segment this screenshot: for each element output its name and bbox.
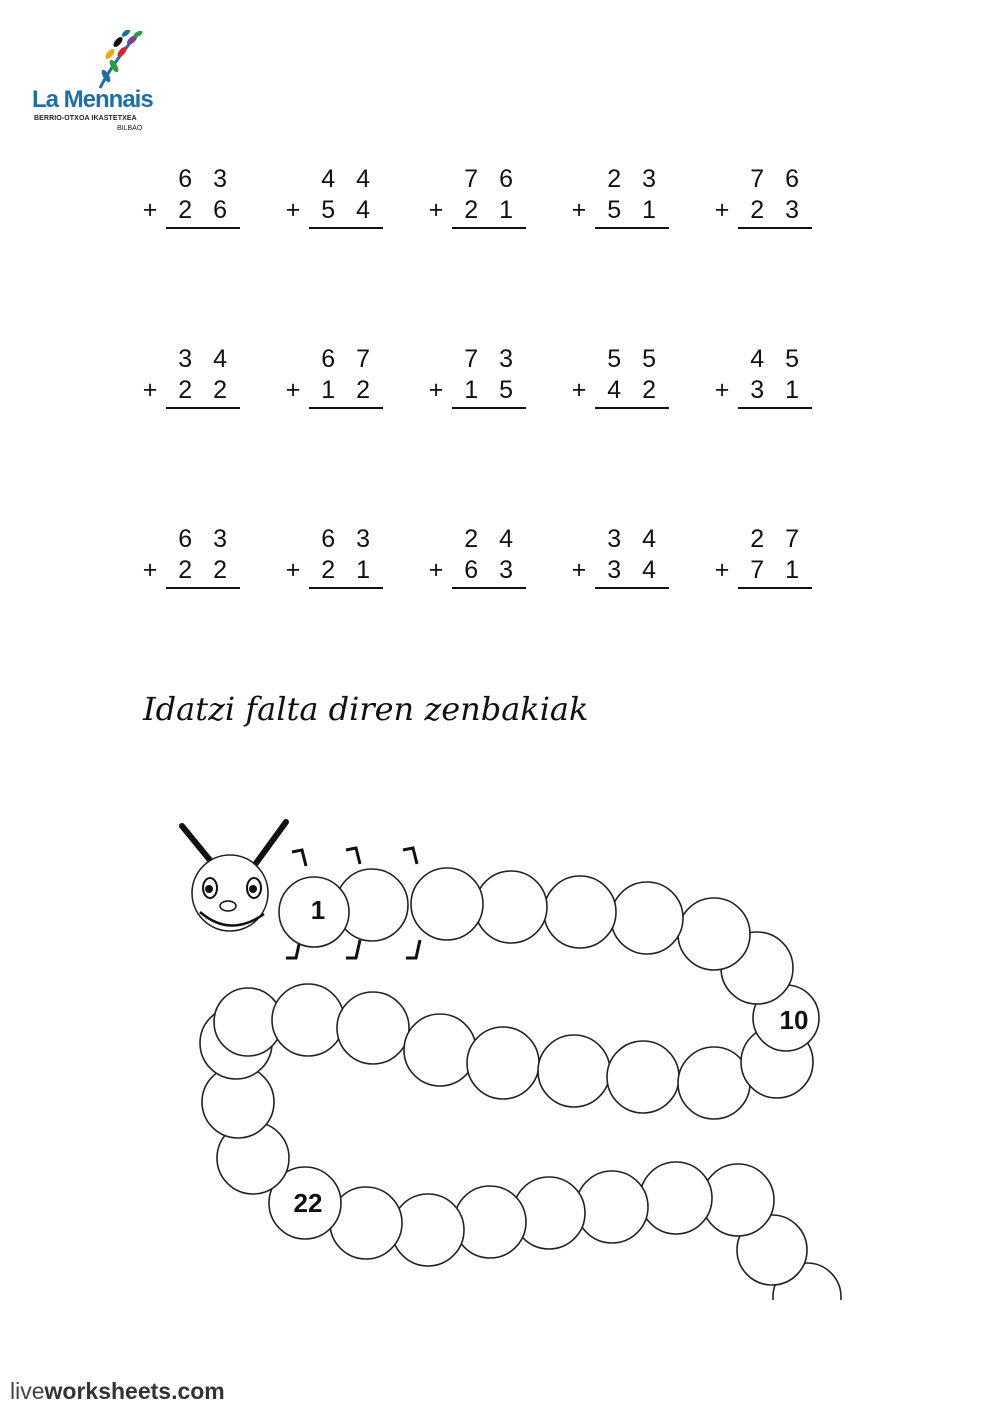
logo-city: BILBAO — [117, 125, 143, 132]
addition-problem[interactable] — [285, 165, 383, 227]
body-segments — [200, 868, 841, 1300]
body-segment[interactable] — [454, 1186, 526, 1258]
caterpillar-icon — [0, 800, 1000, 1300]
instruction-text: Idatzi falta diren zenbakiak — [143, 690, 589, 728]
body-segment[interactable] — [404, 1014, 476, 1086]
addition-problem[interactable] — [142, 165, 240, 227]
addition-problem[interactable] — [714, 165, 812, 227]
body-segment[interactable] — [544, 876, 616, 948]
addend-top: 6 3 — [321, 525, 377, 553]
footer-brand[interactable] — [10, 1378, 225, 1405]
addend-bottom: + 5 4 — [285, 196, 377, 224]
school-logo — [28, 30, 158, 135]
addend-bottom: + 2 6 — [142, 196, 234, 224]
addend-bottom: + 2 1 — [428, 196, 520, 224]
footer-brand-name: worksheets — [44, 1378, 172, 1404]
addition-problem[interactable] — [571, 345, 669, 407]
sum-line — [166, 587, 240, 589]
addend-top: 7 6 — [464, 165, 520, 193]
addition-problem[interactable] — [285, 525, 383, 587]
segment-label: 1 — [310, 895, 326, 925]
addend-top: 2 3 — [607, 165, 663, 193]
body-segment[interactable] — [678, 898, 750, 970]
body-segment[interactable] — [640, 1162, 712, 1234]
body-segment[interactable] — [611, 882, 683, 954]
addition-problem[interactable] — [571, 165, 669, 227]
body-segment[interactable] — [337, 992, 409, 1064]
sum-line — [738, 407, 812, 409]
addition-problem[interactable] — [428, 165, 526, 227]
sum-line — [595, 227, 669, 229]
body-segment[interactable] — [607, 1041, 679, 1113]
addend-top: 6 7 — [321, 345, 377, 373]
addend-top: 2 4 — [464, 525, 520, 553]
addend-bottom: + 6 3 — [428, 556, 520, 584]
footer-prefix: live — [10, 1378, 45, 1404]
body-segment[interactable] — [678, 1047, 750, 1119]
segment-label: 10 — [779, 1005, 809, 1035]
addend-top: 5 5 — [607, 345, 663, 373]
addend-bottom: + 2 3 — [714, 196, 806, 224]
sum-line — [452, 227, 526, 229]
addition-problem[interactable] — [714, 345, 812, 407]
addend-top: 6 3 — [178, 165, 234, 193]
body-segment[interactable] — [467, 1027, 539, 1099]
leg — [292, 850, 306, 866]
sum-line — [452, 407, 526, 409]
sum-line — [738, 227, 812, 229]
body-segment[interactable] — [392, 1194, 464, 1266]
leg — [406, 940, 420, 958]
addend-top: 4 5 — [750, 345, 806, 373]
addend-bottom: + 2 2 — [142, 556, 234, 584]
olive-branch-icon — [88, 30, 148, 92]
sum-line — [309, 587, 383, 589]
sum-line — [595, 587, 669, 589]
addend-top: 6 3 — [178, 525, 234, 553]
leg — [403, 848, 417, 864]
addition-problem[interactable] — [714, 525, 812, 587]
addend-bottom: + 7 1 — [714, 556, 806, 584]
footer-suffix: .com — [171, 1378, 225, 1404]
addition-problem[interactable] — [285, 345, 383, 407]
addition-problem[interactable] — [142, 345, 240, 407]
addend-bottom: + 3 4 — [571, 556, 663, 584]
addend-top: 4 4 — [321, 165, 377, 193]
addend-top: 2 7 — [750, 525, 806, 553]
sum-line — [166, 227, 240, 229]
sum-line — [309, 407, 383, 409]
addend-bottom: + 2 2 — [142, 376, 234, 404]
logo-subtitle: BERRIO-OTXOA IKASTETXEA — [34, 115, 137, 122]
body-segment[interactable] — [475, 871, 547, 943]
addend-bottom: + 4 2 — [571, 376, 663, 404]
addition-problem[interactable] — [571, 525, 669, 587]
addend-top: 3 4 — [178, 345, 234, 373]
segment-label: 22 — [293, 1188, 323, 1218]
sum-line — [309, 227, 383, 229]
addition-problem[interactable] — [428, 525, 526, 587]
body-segment[interactable] — [702, 1164, 774, 1236]
caterpillar-head — [192, 855, 268, 931]
sum-line — [595, 407, 669, 409]
sum-line — [738, 587, 812, 589]
body-segment[interactable] — [411, 868, 483, 940]
addend-top: 3 4 — [607, 525, 663, 553]
antenna-right — [254, 822, 286, 866]
addend-top: 7 3 — [464, 345, 520, 373]
sum-line — [452, 587, 526, 589]
body-segment[interactable] — [576, 1171, 648, 1243]
body-segment[interactable] — [272, 984, 344, 1056]
addend-bottom: + 1 5 — [428, 376, 520, 404]
addend-bottom: + 1 2 — [285, 376, 377, 404]
addition-problem[interactable] — [142, 525, 240, 587]
addend-bottom: + 5 1 — [571, 196, 663, 224]
body-segment[interactable] — [538, 1035, 610, 1107]
sum-line — [166, 407, 240, 409]
logo-name: La Mennais — [32, 86, 153, 113]
addition-problem[interactable] — [428, 345, 526, 407]
addend-bottom: + 2 1 — [285, 556, 377, 584]
leg — [346, 848, 360, 864]
addend-bottom: + 3 1 — [714, 376, 806, 404]
addend-top: 7 6 — [750, 165, 806, 193]
leg — [346, 940, 360, 958]
